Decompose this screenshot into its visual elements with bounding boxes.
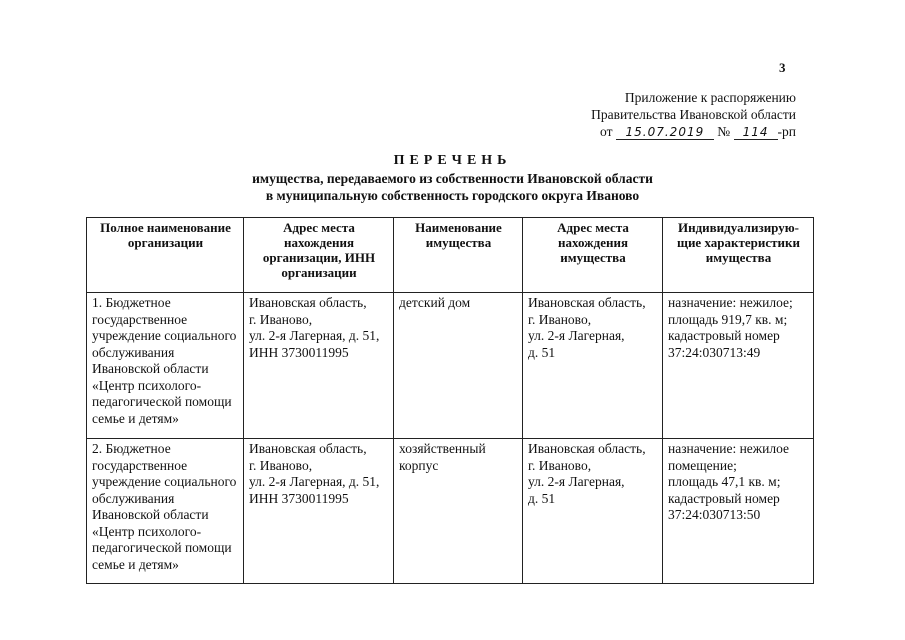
document-subtitle [0, 170, 905, 204]
table-row [87, 439, 814, 584]
header-property-address: Адрес места нахождения имущества [523, 218, 663, 293]
header-organization-name: Полное наименование организации [87, 218, 244, 293]
property-table [86, 217, 814, 584]
subtitle-line-2: в муниципальную собственность городского округа Иваново [265, 188, 640, 203]
cell-property-characteristics: назначение: нежилое; площадь 919,7 кв. м; кадастровый номер 37:24:030713:49 [663, 293, 814, 439]
number-label: № [717, 124, 731, 139]
cell-organization-name: 2. Бюджетное государственное учреждение социального обслуживания Ивановской области «Центр психолого-педагогической помощи семье и детям» [87, 439, 244, 584]
cell-property-characteristics: назначение: нежилое помещение; площадь 47,1 кв. м; кадастровый номер 37:24:030713:50 [663, 439, 814, 584]
document-title: ПЕРЕЧЕНЬ [393, 153, 512, 168]
appendix-date-line [560, 123, 796, 140]
cell-property-name: детский дом [394, 293, 523, 439]
handwritten-number: 114 [734, 126, 778, 140]
page-number: 3 [779, 60, 786, 75]
cell-organization-address: Ивановская область, г. Иваново, ул. 2-я Лагерная, д. 51, ИНН 3730011995 [244, 293, 394, 439]
cell-property-name: хозяйственный корпус [394, 439, 523, 584]
handwritten-date: 15.07.2019 [616, 126, 714, 140]
cell-organization-address: Ивановская область, г. Иваново, ул. 2-я Лагерная, д. 51, ИНН 3730011995 [244, 439, 394, 584]
appendix-line-1: Приложение к распоряжению [624, 90, 796, 105]
appendix-line-2: Правительства Ивановской области [591, 107, 796, 122]
header-organization-address: Адрес места нахождения организации, ИНН организации [244, 218, 394, 293]
cell-property-address: Ивановская область, г. Иваново, ул. 2-я Лагерная, д. 51 [523, 439, 663, 584]
table-header-row [87, 218, 814, 293]
number-suffix: -рп [777, 124, 796, 139]
header-property-characteristics: Индивидуализирую-щие характеристики имущества [663, 218, 814, 293]
subtitle-line-1: имущества, передаваемого из собственности Ивановской области [252, 171, 653, 186]
cell-property-address: Ивановская область, г. Иваново, ул. 2-я Лагерная, д. 51 [523, 293, 663, 439]
table-row [87, 293, 814, 439]
cell-organization-name: 1. Бюджетное государственное учреждение социального обслуживания Ивановской области «Центр психолого-педагогической помощи семье и детям» [87, 293, 244, 439]
appendix-header [560, 89, 796, 140]
from-label: от [600, 124, 613, 139]
header-property-name: Наименование имущества [394, 218, 523, 293]
